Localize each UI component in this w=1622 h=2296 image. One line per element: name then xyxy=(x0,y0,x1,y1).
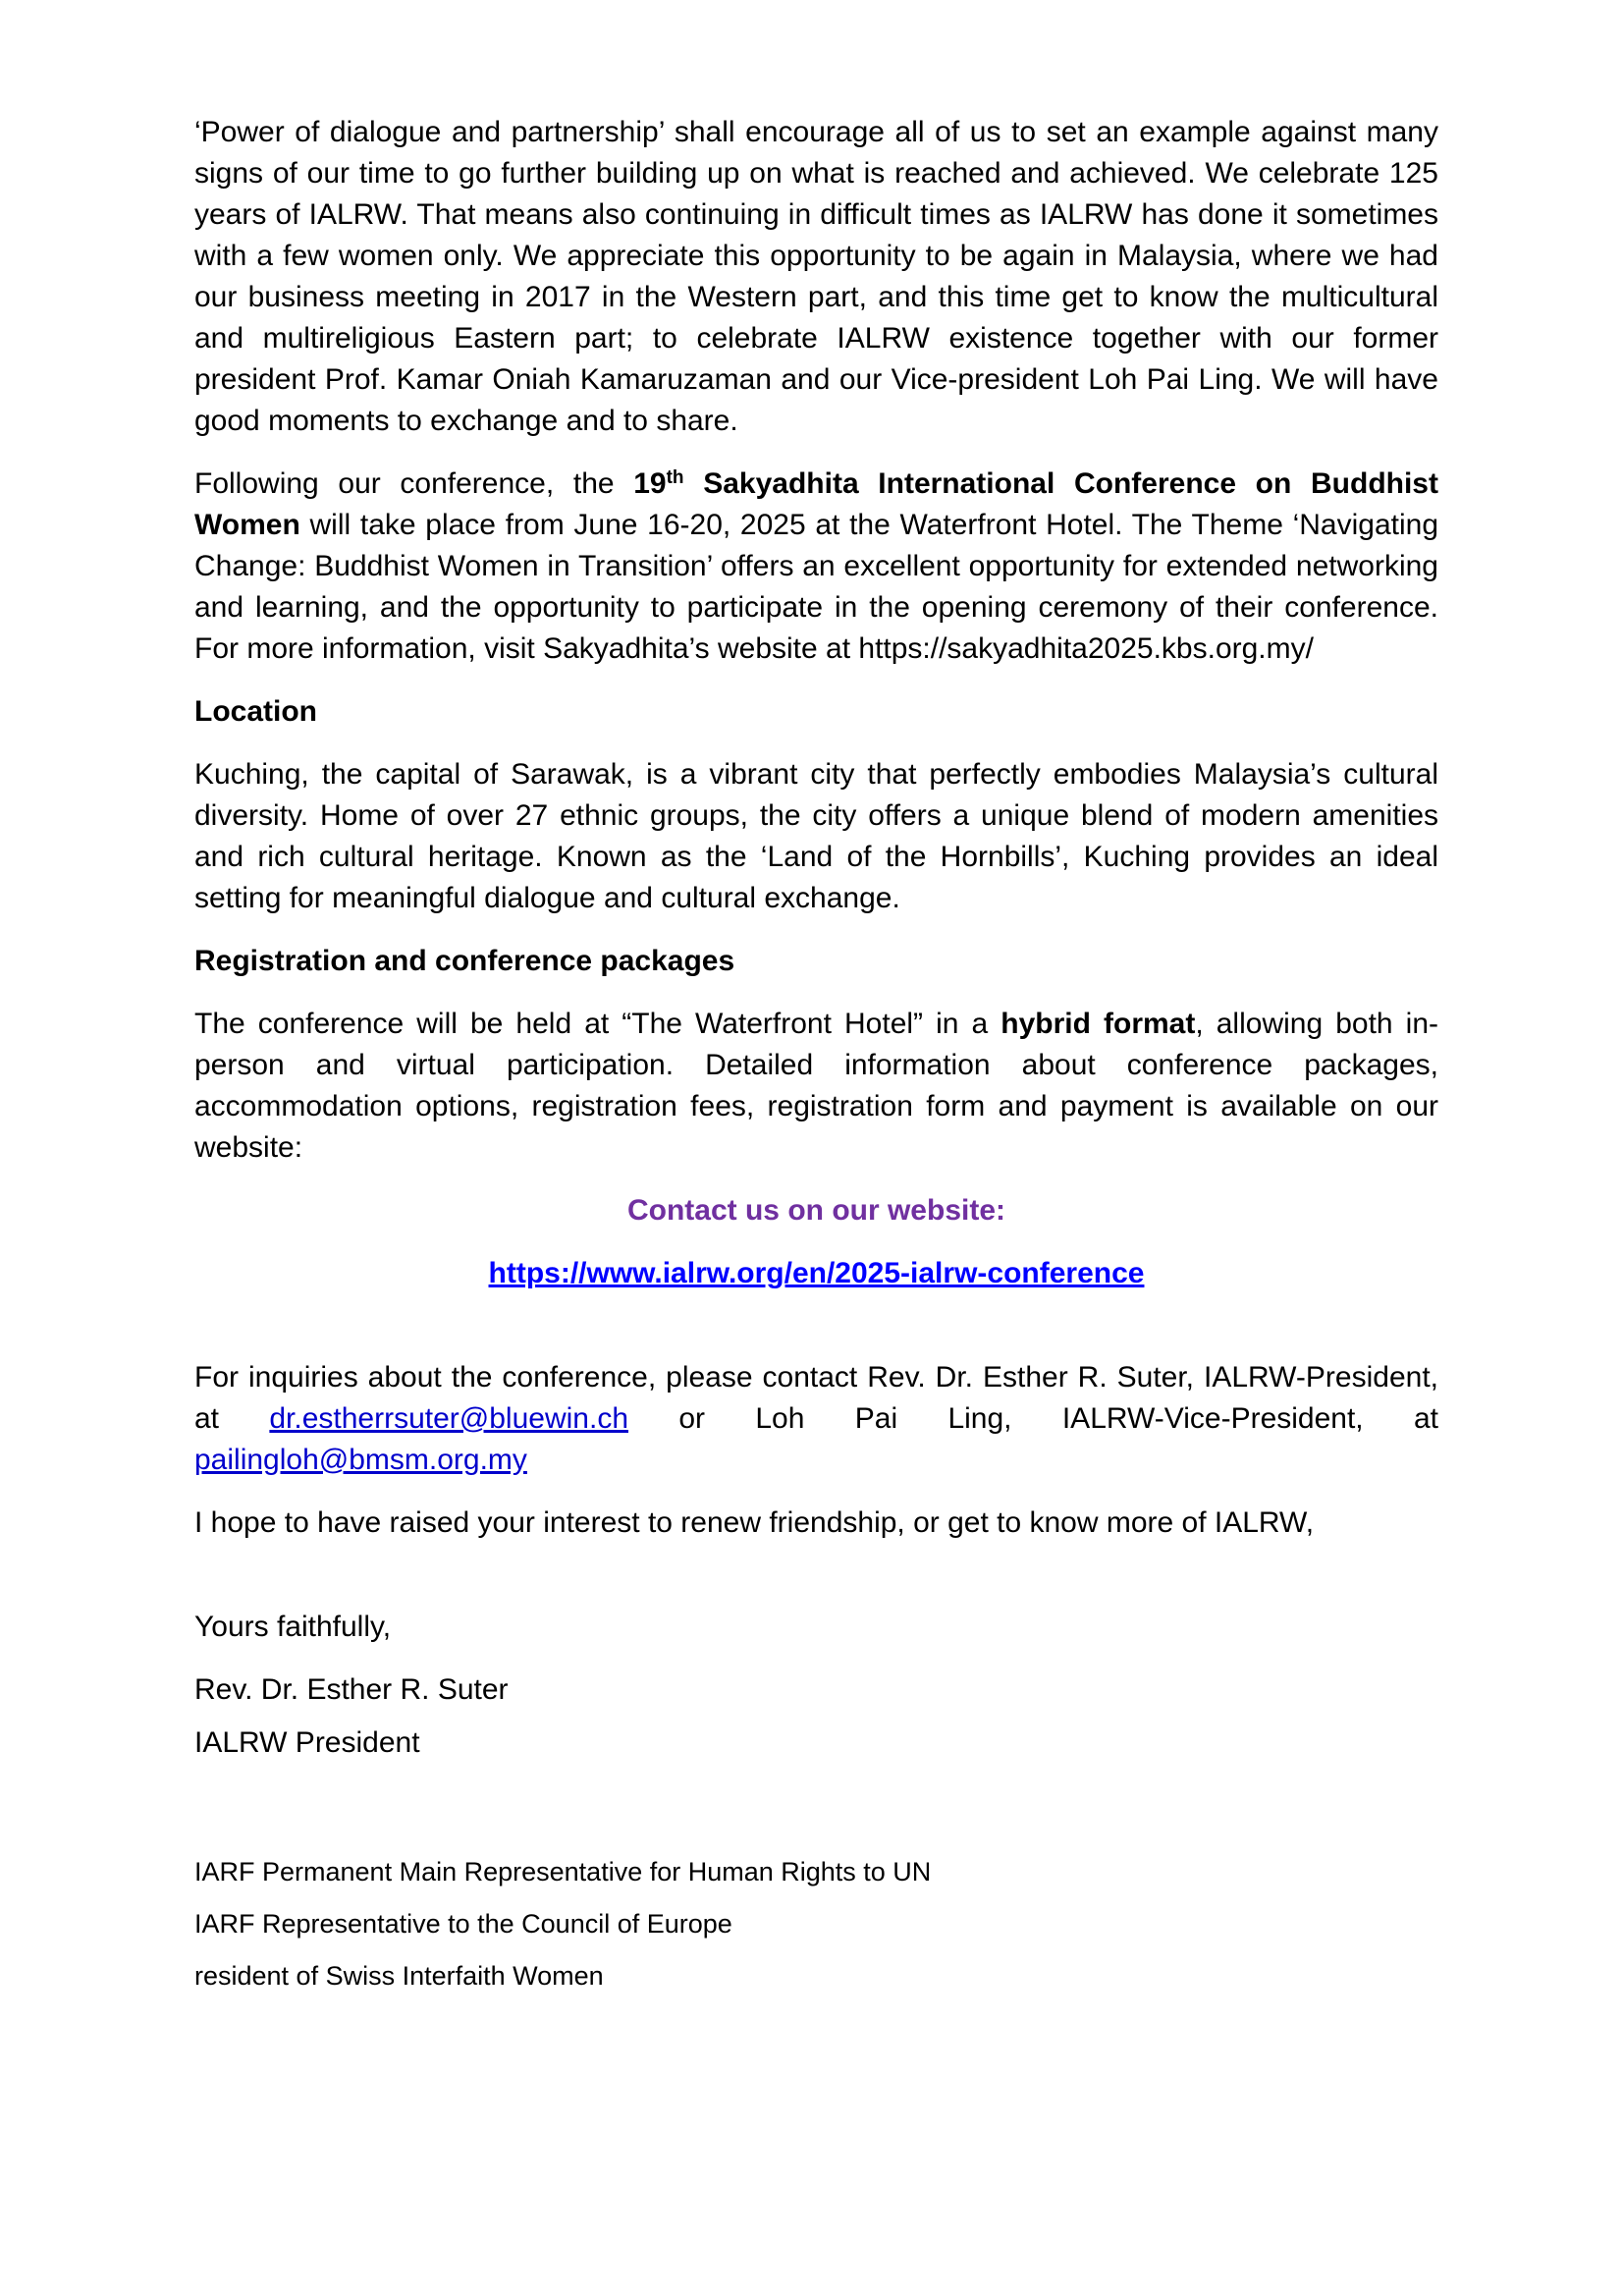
hybrid-format-text: hybrid format xyxy=(1000,1008,1196,1040)
intro-paragraph: ‘Power of dialogue and partnership’ shall encourage all of us to set an example against many signs of our time to go further building up on what is reached and achieved. We celebrate 125 years of IALRW. That means also continuing in difficult times as IALRW has done it sometimes with a few women only. We appreciate this opportunity to be again in Malaysia, where we had our business meeting in 2017 in the Western part, and this time get to know the multicultural and multireligious Eastern part; to celebrate IALRW existence together with our former president Prof. Kamar Oniah Kamaruzaman and our Vice-president Loh Pai Ling. We will have good moments to exchange and to share. xyxy=(194,116,1438,437)
registration-heading: Registration and conference packages xyxy=(194,945,735,977)
location-paragraph: Kuching, the capital of Sarawak, is a vibrant city that perfectly embodies Malaysia’s cultural diversity. Home of over 27 ethnic groups, the city offers a unique blend of modern amenities and rich cultural heritage. Known as the ‘Land of the Hornbills’, Kuching provides an ideal setting for meaningful dialogue and cultural exchange. xyxy=(194,758,1438,914)
sakyadhita-conference-title: Sakyadhita International Conference on Buddhist Women xyxy=(194,467,1438,541)
signatory-name: Rev. Dr. Esther R. Suter xyxy=(194,1673,509,1706)
ordinal-suffix: th xyxy=(666,467,684,488)
letter-page xyxy=(194,112,1438,2008)
roles-list xyxy=(194,1852,1438,1995)
signature-block xyxy=(194,1607,1438,1764)
inquiries-paragraph xyxy=(194,1357,1438,1481)
closing-paragraph: I hope to have raised your interest to renew friendship, or get to know more of IALRW, xyxy=(194,1506,1315,1539)
registration-prefix: The conference will be held at “The Waterfront Hotel” in a xyxy=(194,1008,1001,1040)
role-item: IARF Permanent Main Representative for Human Rights to UN xyxy=(194,1857,932,1886)
location-heading: Location xyxy=(194,695,317,728)
sakyadhita-details: will take place from June 16-20, 2025 at the Waterfront Hotel. The Theme ‘Navigating Change: Buddhist Women in Transition’ offers an excellent opportunity for extended networking and learning, and the opportunity to participate in the opening ceremony of their conference. For more information, visit Sakyadhita’s website at https://sakyadhita2025.kbs.org.my/ xyxy=(194,509,1438,665)
ordinal-number: 19 xyxy=(633,467,667,500)
role-item: IARF Representative to the Council of Europe xyxy=(194,1909,732,1939)
sakyadhita-prefix: Following our conference, the xyxy=(194,467,634,500)
contact-title: Contact us on our website: xyxy=(626,1194,1006,1227)
president-email-link[interactable]: dr.estherrsuter@bluewin.ch xyxy=(269,1402,628,1435)
role-item: resident of Swiss Interfaith Women xyxy=(194,1961,604,1991)
registration-paragraph xyxy=(194,1004,1438,1169)
signatory-title: IALRW President xyxy=(194,1726,420,1759)
vice-president-email-link[interactable]: pailingloh@bmsm.org.my xyxy=(194,1444,527,1476)
inquiries-prefix: For inquiries about the conference, please contact Rev. Dr. Esther R. Suter, IALRW-President, at xyxy=(194,1361,1438,1435)
conference-website-link[interactable]: https://www.ialrw.org/en/2025-ialrw-conference xyxy=(488,1257,1145,1289)
sakyadhita-paragraph xyxy=(194,464,1438,670)
conference-url-line xyxy=(194,1253,1438,1294)
salutation: Yours faithfully, xyxy=(194,1611,392,1643)
registration-details: , allowing both in-person and virtual participation. Detailed information about conference packages, accommodation options, registration fees, registration form and payment is available on our website: xyxy=(194,1008,1438,1164)
inquiries-middle: or Loh Pai Ling, IALRW-Vice-President, at xyxy=(628,1402,1439,1435)
